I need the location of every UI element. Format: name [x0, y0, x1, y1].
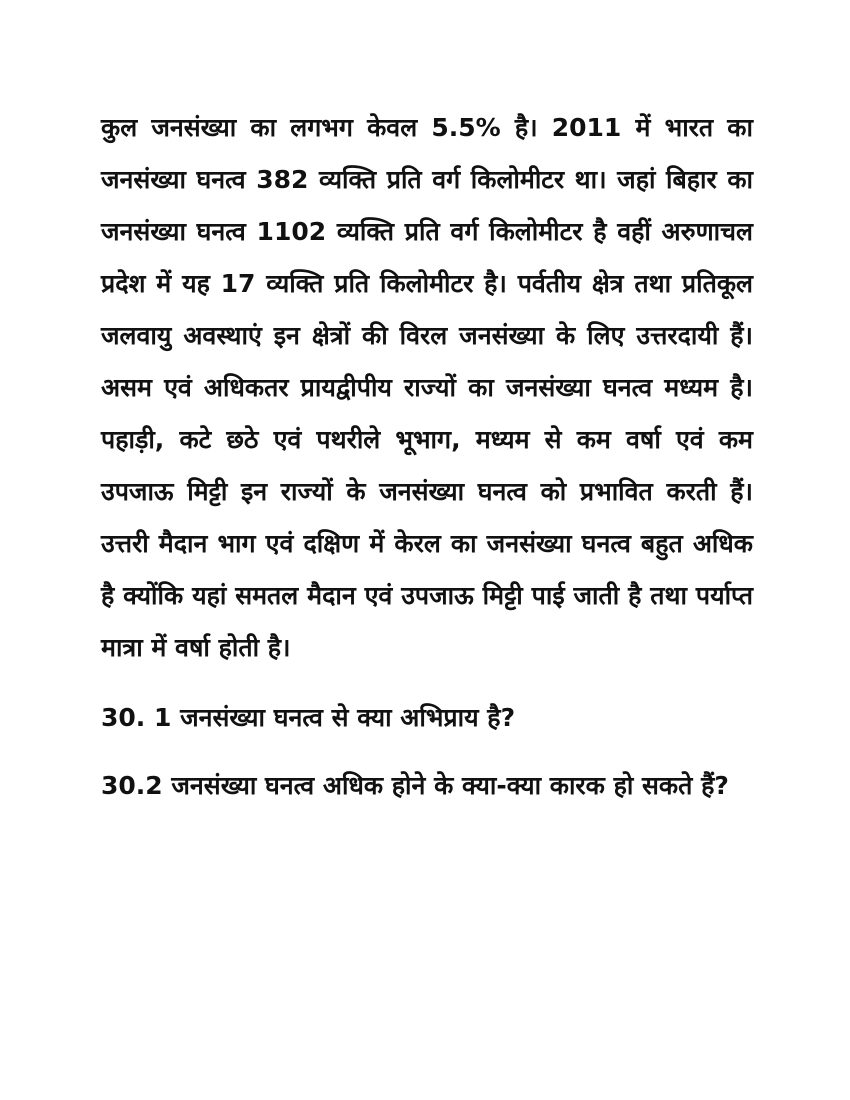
- question-spacer: [101, 744, 753, 760]
- body-paragraph: कुल जनसंख्या का लगभग केवल 5.5% है। 2011 में भारत का जनसंख्या घनत्व 382 व्यक्ति प्रति वर्ग किलोमीटर था। जहां बिहार का जनसंख्या घनत्व 1102 व्यक्ति प्रति वर्ग किलोमीटर है वहीं अरुणाचल प्रदेश में यह 17 व्यक्ति प्रति किलोमीटर है। पर्वतीय क्षेत्र तथा प्रतिकूल जलवायु अवस्थाएं इन क्षेत्रों की विरल जनसंख्या के लिए उत्तरदायी हैं। असम एवं अधिकतर प्रायद्वीपीय राज्यों का जनसंख्या घनत्व मध्यम है। पहाड़ी, कटे छठे एवं पथरीले भूभाग, मध्यम से कम वर्षा एवं कम उपजाऊ मिट्टी इन राज्यों के जनसंख्या घनत्व को प्रभावित करती हैं। उत्तरी मैदान भाग एवं दक्षिण में केरल का जनसंख्या घनत्व बहुत अधिक है क्योंकि यहां समतल मैदान एवं उपजाऊ मिट्टी पाई जाती है तथा पर्याप्त मात्रा में वर्षा होती है।: [101, 113, 753, 662]
- question-30-2: 30.2 जनसंख्या घनत्व अधिक होने के क्या-क्या कारक हो सकते हैं?: [101, 771, 729, 800]
- document-body: [101, 102, 753, 812]
- paragraph-spacer: [101, 674, 753, 692]
- question-30-1: 30. 1 जनसंख्या घनत्व से क्या अभिप्राय है?: [101, 703, 516, 732]
